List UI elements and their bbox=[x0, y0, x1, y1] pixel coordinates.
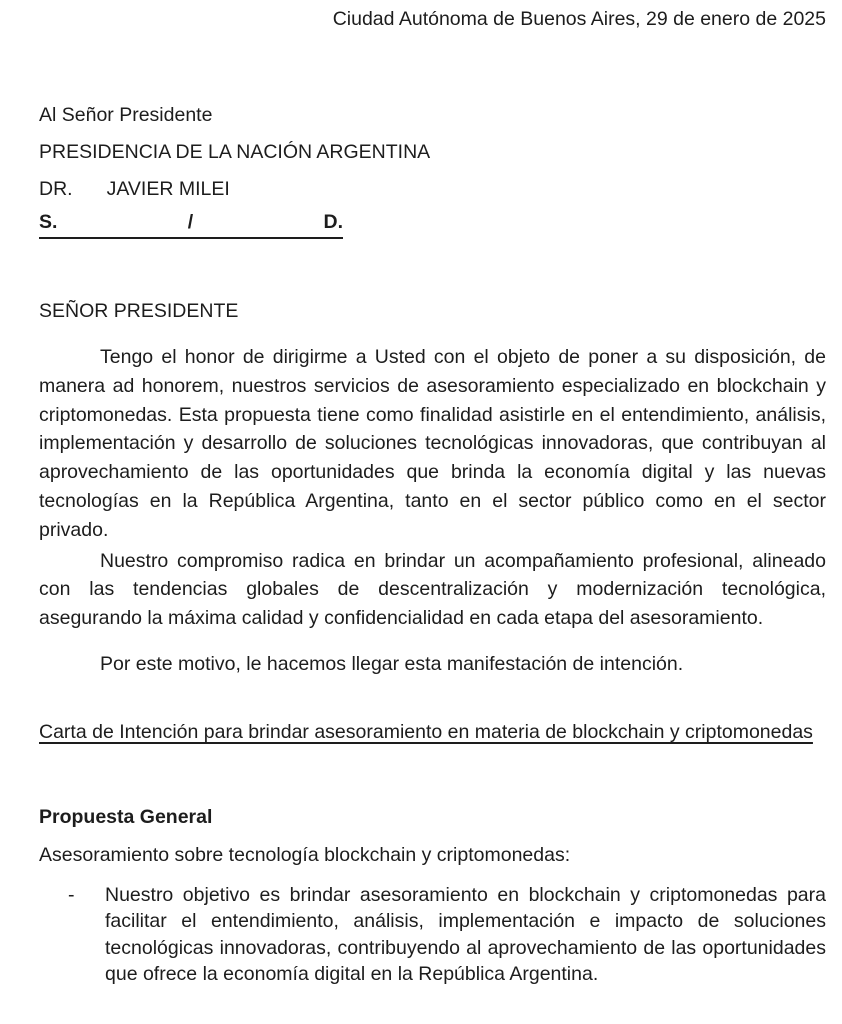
sd-line bbox=[39, 209, 343, 239]
recipient-line-presidente: Al Señor Presidente bbox=[39, 104, 213, 126]
sd-left: S. bbox=[39, 211, 58, 233]
date-line: Ciudad Autónoma de Buenos Aires, 29 de enero de 2025 bbox=[332, 8, 826, 30]
recipient-line-name bbox=[39, 175, 826, 203]
recipient-honorific: DR. bbox=[39, 178, 73, 200]
recipient-name: JAVIER MILEI bbox=[106, 178, 230, 200]
sd-slash: / bbox=[187, 211, 194, 233]
subject-heading: Carta de Intención para brindar asesoramiento en materia de blockchain y criptomonedas bbox=[39, 720, 813, 743]
body-paragraph-3: Por este motivo, le hacemos llegar esta manifestación de intención. bbox=[100, 652, 684, 675]
bullet-text: Nuestro objetivo es brindar asesoramiento en blockchain y criptomonedas para facilitar el entendimiento, análisis, implementación e impacto de soluciones tecnológicas innovadoras, contribuyendo al aprovechamiento de las oportunidades que ofrece la economía digital en la República Argentina. bbox=[105, 883, 826, 985]
section-intro: Asesoramiento sobre tecnología blockchain y criptomonedas: bbox=[39, 843, 571, 866]
body-paragraph-2: Nuestro compromiso radica en brindar un acompañamiento profesional, alineado con las tendencias globales de descentralización y modernización tecnológica, asegurando la máxima calidad y confidencialidad en cada etapa del asesoramiento. bbox=[39, 549, 826, 630]
sd-right: D. bbox=[323, 211, 343, 233]
bullet-item bbox=[68, 882, 826, 988]
body-paragraph-1: Tengo el honor de dirigirme a Usted con el objeto de poner a su disposición, de manera ad honorem, nuestros servicios de asesoramiento especializado en blockchain y criptomonedas. Esta propuesta tiene como finalidad asistirle en el entendimiento, análisis, implementación y desarrollo de soluciones tecnológicas innovadoras, que contribuyan al aprovechamiento de las oportunidades que brinda la economía digital y las nuevas tecnologías en la República Argentina, tanto en el sector público como en el sector privado. bbox=[39, 346, 826, 541]
salutation: SEÑOR PRESIDENTE bbox=[39, 300, 239, 322]
recipient-line-presidencia: PRESIDENCIA DE LA NACIÓN ARGENTINA bbox=[39, 141, 431, 163]
bullet-dash-marker: - bbox=[68, 883, 75, 906]
section-title: Propuesta General bbox=[39, 805, 213, 828]
